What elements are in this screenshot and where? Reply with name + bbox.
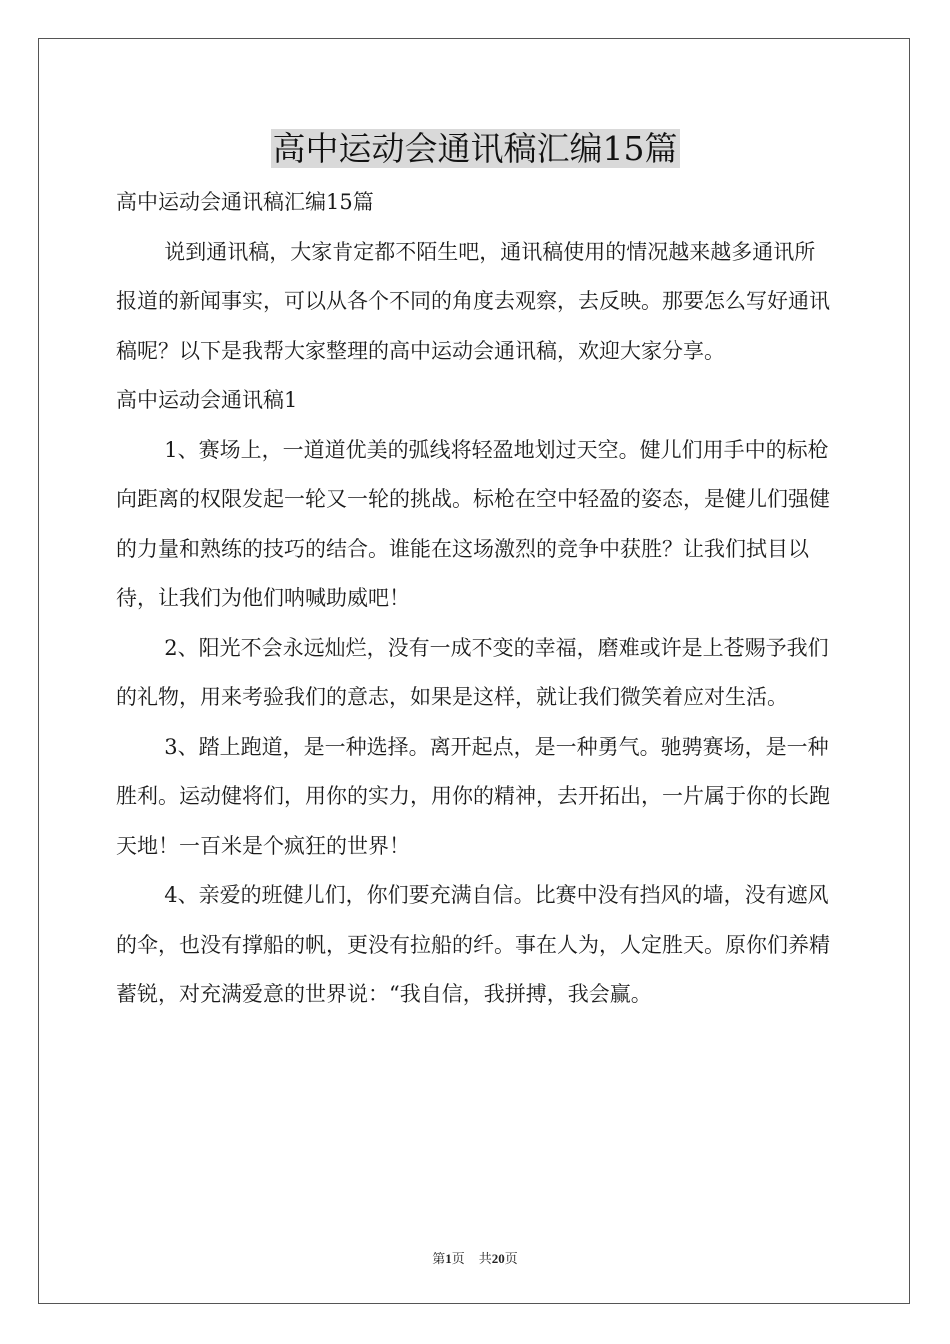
page-prefix: 第 <box>432 1252 446 1267</box>
total-prefix: 共 <box>478 1252 492 1267</box>
body-paragraph-1: 1、赛场上，一道道优美的弧线将轻盈地划过天空。健儿们用手中的标枪向距离的权限发起一轮又一轮的挑战。标枪在空中轻盈的姿态，是健儿们强健的力量和熟练的技巧的结合。谁能在这场激烈的竞争中获胜？让我们拭目以待，让我们为他们呐喊助威吧！ <box>116 437 830 610</box>
page-footer <box>0 1248 950 1267</box>
total-suffix: 页 <box>504 1252 518 1267</box>
document-title-text: 高中运动会通讯稿汇编15篇 <box>272 129 678 168</box>
document-title <box>0 124 950 174</box>
total-pages: 20 <box>491 1251 505 1266</box>
body-paragraph-4: 4、亲爱的班健儿们，你们要充满自信。比赛中没有挡风的墙，没有遮风的伞，也没有撑船的帆，更没有拉船的纤。事在人为，人定胜天。原你们养精蓄锐，对充满爱意的世界说：“我自信，我拼搏，我会赢。 <box>116 883 830 1006</box>
document-body <box>116 178 836 1020</box>
document-subtitle: 高中运动会通讯稿汇编15篇 <box>116 190 374 214</box>
page-suffix: 页 <box>451 1252 465 1267</box>
intro-paragraph: 说到通讯稿，大家肯定都不陌生吧，通讯稿使用的情况越来越多通讯所报道的新闻事实，可以从各个不同的角度去观察，去反映。那要怎么写好通讯稿呢？以下是我帮大家整理的高中运动会通讯稿，欢迎大家分享。 <box>116 239 830 363</box>
section-heading: 高中运动会通讯稿1 <box>116 388 298 412</box>
body-paragraph-3: 3、踏上跑道，是一种选择。离开起点，是一种勇气。驰骋赛场，是一种胜利。运动健将们，用你的实力，用你的精神，去开拓出，一片属于你的长跑天地！一百米是个疯狂的世界！ <box>116 734 830 858</box>
body-paragraph-2: 2、阳光不会永远灿烂，没有一成不变的幸福，磨难或许是上苍赐予我们的礼物，用来考验我们的意志，如果是这样，就让我们微笑着应对生活。 <box>116 635 829 709</box>
page-number: 1 <box>445 1251 452 1266</box>
